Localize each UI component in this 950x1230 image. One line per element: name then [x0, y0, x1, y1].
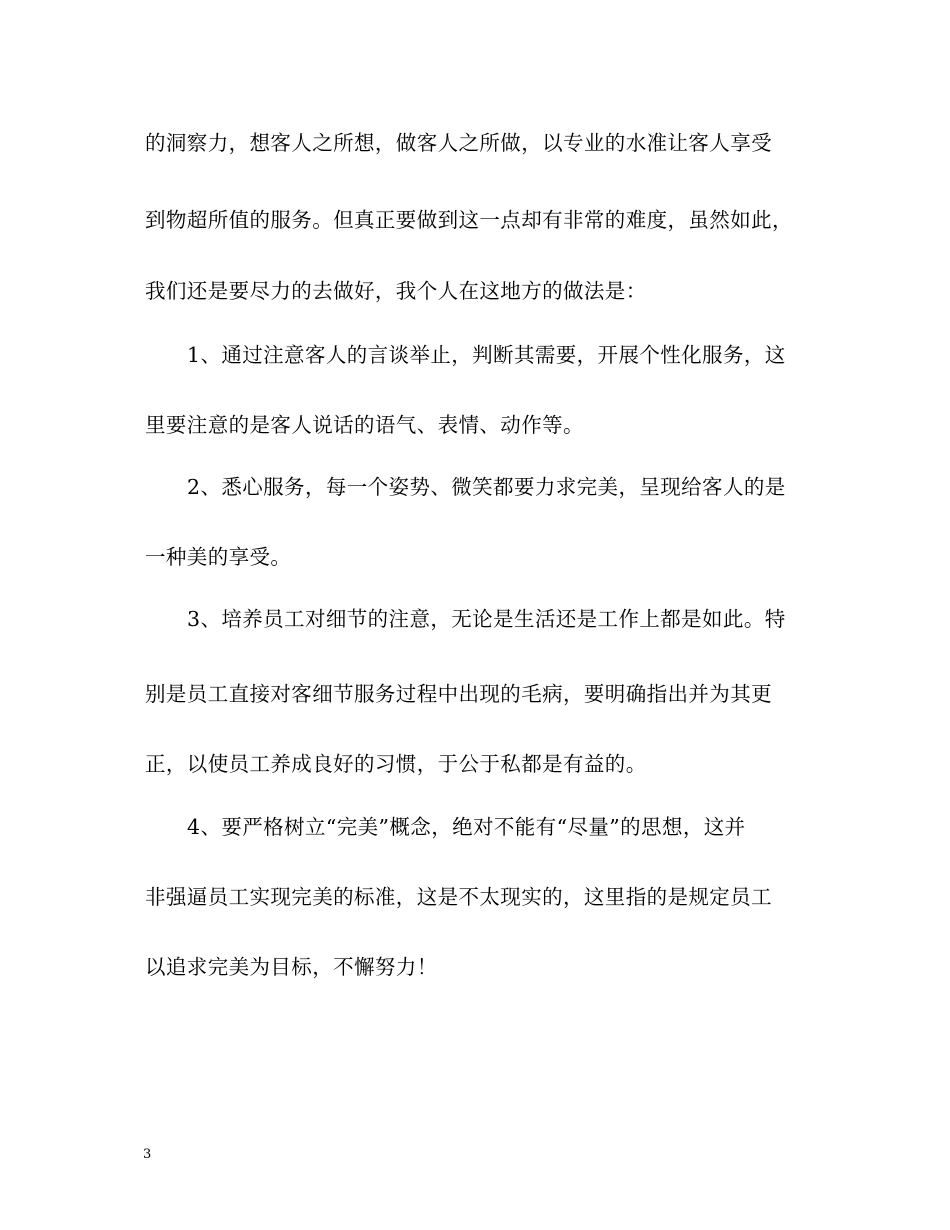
text-line: 一种美的享受。 — [145, 545, 292, 569]
list-item-3-line: 3、培养员工对细节的注意，无论是生活还是工作上都是如此。特 — [187, 607, 786, 631]
list-item-1-line: 1、通过注意客人的言谈举止，判断其需要，开展个性化服务，这 — [187, 343, 786, 367]
text-line: 到物超所值的服务。但真正要做到这一点却有非常的难度，虽然如此， — [145, 208, 793, 232]
list-item-4-line: 4、要严格树立“完美”概念，绝对不能有“尽量”的思想，这并 — [187, 815, 746, 839]
text-line: 的洞察力，想客人之所想，做客人之所做，以专业的水准让客人享受 — [145, 131, 772, 155]
text-line: 正，以使员工养成良好的习惯，于公于私都是有益的。 — [145, 752, 647, 776]
text-line: 非强逼员工实现完美的标准，这是不太现实的，这里指的是规定员工 — [145, 885, 772, 909]
list-item-2-line: 2、悉心服务，每一个姿势、微笑都要力求完美，呈现给客人的是 — [187, 475, 786, 499]
text-line: 里要注意的是客人说话的语气、表情、动作等。 — [145, 413, 584, 437]
text-line: 我们还是要尽力的去做好，我个人在这地方的做法是： — [145, 279, 647, 303]
text-line: 以追求完美为目标，不懈努力！ — [145, 955, 438, 979]
text-line: 别是员工直接对客细节服务过程中出现的毛病，要明确指出并为其更 — [145, 682, 772, 706]
page-number: 3 — [143, 1147, 152, 1162]
